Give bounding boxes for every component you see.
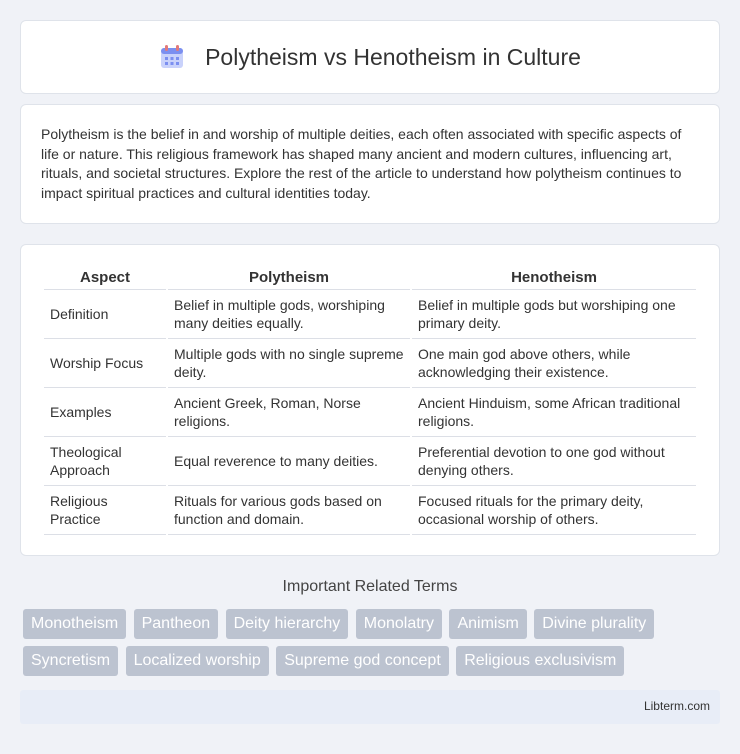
tag-localized-worship[interactable]: Localized worship xyxy=(126,646,269,676)
row-aspect: Definition xyxy=(44,290,166,339)
header-henotheism: Henotheism xyxy=(412,265,696,290)
row-polytheism: Equal reverence to many deities. xyxy=(168,437,410,486)
tag-animism[interactable]: Animism xyxy=(449,609,526,639)
table-row xyxy=(44,339,696,388)
related-tags xyxy=(23,609,723,683)
footer xyxy=(20,690,720,724)
table-header-row xyxy=(44,265,696,290)
row-henotheism: Ancient Hinduism, some African traditional religions. xyxy=(412,388,696,437)
row-henotheism: Belief in multiple gods but worshiping one primary deity. xyxy=(412,290,696,339)
page-title: Polytheism vs Henotheism in Culture xyxy=(205,43,581,70)
row-henotheism: Focused rituals for the primary deity, occasional worship of others. xyxy=(412,486,696,535)
related-terms-title: Important Related Terms xyxy=(282,578,458,595)
intro-card xyxy=(20,104,720,224)
row-aspect: Religious Practice xyxy=(44,486,166,535)
row-aspect: Examples xyxy=(44,388,166,437)
related-terms-section xyxy=(0,578,740,596)
table-row xyxy=(44,388,696,437)
tag-monotheism[interactable]: Monotheism xyxy=(23,609,126,639)
header-card xyxy=(20,20,720,94)
calendar-icon xyxy=(159,44,185,70)
comparison-table xyxy=(42,265,698,535)
row-aspect: Worship Focus xyxy=(44,339,166,388)
row-aspect: Theological Approach xyxy=(44,437,166,486)
comparison-card xyxy=(20,244,720,556)
tag-deity-hierarchy[interactable]: Deity hierarchy xyxy=(226,609,349,639)
row-polytheism: Belief in multiple gods, worshiping many deities equally. xyxy=(168,290,410,339)
row-henotheism: Preferential devotion to one god without denying others. xyxy=(412,437,696,486)
tag-syncretism[interactable]: Syncretism xyxy=(23,646,118,676)
tag-monolatry[interactable]: Monolatry xyxy=(356,609,442,639)
table-row xyxy=(44,437,696,486)
row-henotheism: One main god above others, while acknowledging their existence. xyxy=(412,339,696,388)
table-row xyxy=(44,486,696,535)
row-polytheism: Ancient Greek, Roman, Norse religions. xyxy=(168,388,410,437)
tag-pantheon[interactable]: Pantheon xyxy=(134,609,219,639)
row-polytheism: Multiple gods with no single supreme deity. xyxy=(168,339,410,388)
table-row xyxy=(44,290,696,339)
intro-text: Polytheism is the belief in and worship of multiple deities, each often associated with specific aspects of life or nature. This religious framework has shaped many ancient and modern cultures, influencing art, rituals, and societal structures. Explore the rest of the article to understand how polytheism continues to impact spiritual practices and cultural identities today. xyxy=(41,126,682,201)
tag-supreme-god-concept[interactable]: Supreme god concept xyxy=(276,646,449,676)
header-aspect: Aspect xyxy=(44,265,166,290)
footer-link[interactable]: Libterm.com xyxy=(643,699,710,713)
row-polytheism: Rituals for various gods based on function and domain. xyxy=(168,486,410,535)
tag-divine-plurality[interactable]: Divine plurality xyxy=(534,609,654,639)
tag-religious-exclusivism[interactable]: Religious exclusivism xyxy=(456,646,624,676)
header-polytheism: Polytheism xyxy=(168,265,410,290)
